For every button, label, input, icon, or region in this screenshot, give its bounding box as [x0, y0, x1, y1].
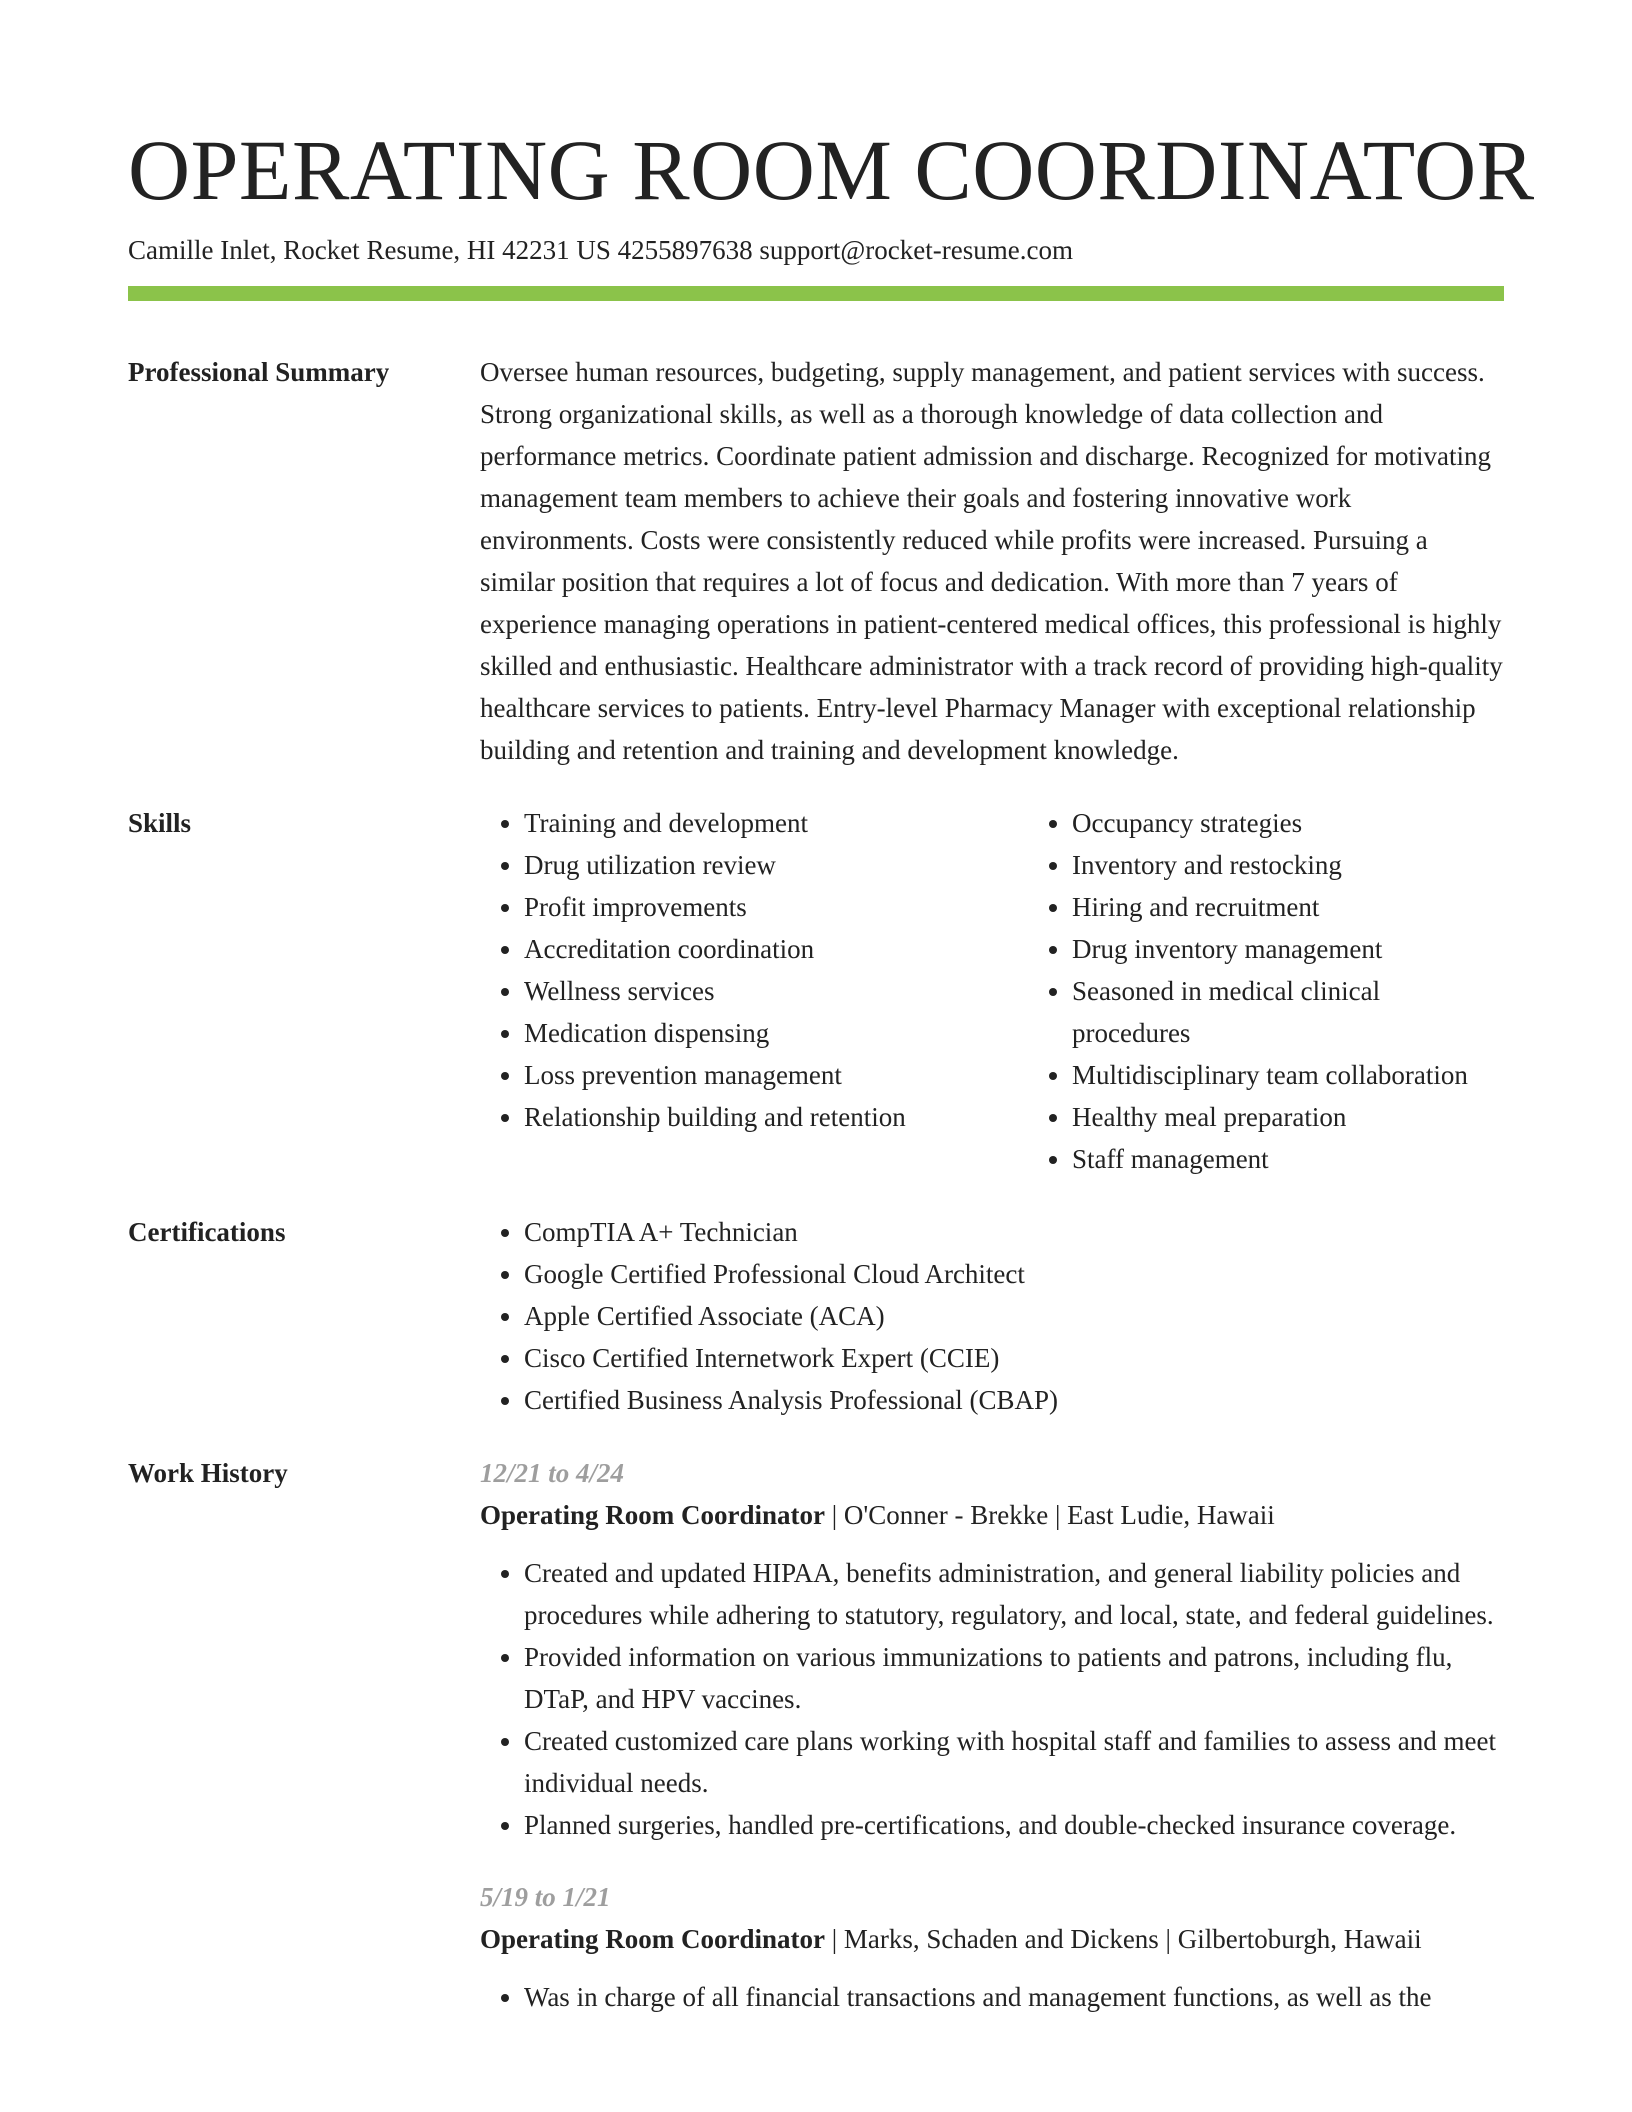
skill-item: • Training and development — [524, 802, 1028, 844]
summary-section — [128, 351, 1504, 771]
job-heading — [480, 1918, 1504, 1960]
job-entry — [480, 1876, 1504, 2018]
job-heading — [480, 1494, 1504, 1536]
skills-columns — [480, 802, 1504, 1180]
job-employer-location: | O'Conner - Brekke | East Ludie, Hawaii — [824, 1500, 1275, 1530]
contact-line: Camille Inlet, Rocket Resume, HI 42231 US 4255897638 support@rocket-resume.com — [128, 235, 1073, 265]
skill-item: • Inventory and restocking — [1072, 844, 1504, 886]
skill-item: • Medication dispensing — [524, 1012, 1028, 1054]
certification-item: • CompTIA A+ Technician — [524, 1211, 1504, 1253]
certifications-title: Certifications — [128, 1217, 286, 1247]
skill-item: • Drug inventory management — [1072, 928, 1504, 970]
skill-item: • Multidisciplinary team collaboration — [1072, 1054, 1504, 1096]
skill-item: • Healthy meal preparation — [1072, 1096, 1504, 1138]
job-duty-item: • Provided information on various immunizations to patients and patrons, including flu, DTaP, and HPV vaccines. — [524, 1636, 1504, 1720]
job-dates: 5/19 to 1/21 — [480, 1882, 611, 1912]
job-duty-item: • Created customized care plans working with hospital staff and families to assess and meet individual needs. — [524, 1720, 1504, 1804]
skill-item: • Wellness services — [524, 970, 1028, 1012]
certifications-body — [480, 1211, 1504, 1421]
job-title: Operating Room Coordinator — [480, 1500, 825, 1530]
work-history-body — [480, 1452, 1504, 2018]
job-duties-list — [480, 1552, 1504, 1846]
skill-item: • Loss prevention management — [524, 1054, 1028, 1096]
skills-title: Skills — [128, 808, 192, 838]
job-employer-location: | Marks, Schaden and Dickens | Gilbertoburgh, Hawaii — [824, 1924, 1422, 1954]
resume-name-heading: OPERATING ROOM COORDINATOR — [128, 122, 1535, 218]
certification-item: • Cisco Certified Internetwork Expert (CCIE) — [524, 1337, 1504, 1379]
skills-list-right — [1028, 802, 1504, 1180]
skills-list-left — [480, 802, 1028, 1180]
summary-title: Professional Summary — [128, 357, 390, 387]
skills-section — [128, 802, 1504, 1180]
job-duty-item: • Was in charge of all financial transactions and management functions, as well as the — [524, 1976, 1504, 2018]
work-history-title: Work History — [128, 1458, 288, 1488]
skill-item: • Relationship building and retention — [524, 1096, 1028, 1138]
work-history-section — [128, 1452, 1504, 2018]
skill-item: • Seasoned in medical clinical procedures — [1072, 970, 1504, 1054]
skill-item: • Occupancy strategies — [1072, 802, 1504, 844]
job-duty-item: • Created and updated HIPAA, benefits administration, and general liability policies and procedures while adhering to statutory, regulatory, and local, state, and federal guidelines. — [524, 1552, 1504, 1636]
skill-item: • Staff management — [1072, 1138, 1504, 1180]
skill-item: • Accreditation coordination — [524, 928, 1028, 970]
job-duty-item: • Planned surgeries, handled pre-certifications, and double-checked insurance coverage. — [524, 1804, 1504, 1846]
certification-item: • Certified Business Analysis Professional (CBAP) — [524, 1379, 1504, 1421]
job-dates: 12/21 to 4/24 — [480, 1458, 625, 1488]
header-divider — [128, 286, 1504, 301]
certification-item: • Apple Certified Associate (ACA) — [524, 1295, 1504, 1337]
skill-item: • Hiring and recruitment — [1072, 886, 1504, 928]
summary-text: Oversee human resources, budgeting, supply management, and patient services with success. Strong organizational skills, as well as a thorough knowledge of data collection and performance metrics. Coordinate patient admission and discharge. Recognized for motivating management team members to achieve their goals and fostering innovative work environments. Costs were consistently reduced while profits were increased. Pursuing a similar position that requires a lot of focus and dedication. With more than 7 years of experience managing operations in patient-centered medical offices, this professional is highly skilled and enthusiastic. Healthcare administrator with a track record of providing high-quality healthcare services to patients. Entry-level Pharmacy Manager with exceptional relationship building and retention and training and development knowledge. — [480, 357, 1503, 765]
job-entry — [480, 1452, 1504, 1846]
certification-item: • Google Certified Professional Cloud Architect — [524, 1253, 1504, 1295]
skill-item: • Profit improvements — [524, 886, 1028, 928]
resume-page — [128, 0, 1535, 2018]
certifications-section — [128, 1211, 1504, 1421]
job-duties-list — [480, 1976, 1504, 2018]
job-title: Operating Room Coordinator — [480, 1924, 825, 1954]
certifications-list — [480, 1211, 1504, 1421]
skill-item: • Drug utilization review — [524, 844, 1028, 886]
